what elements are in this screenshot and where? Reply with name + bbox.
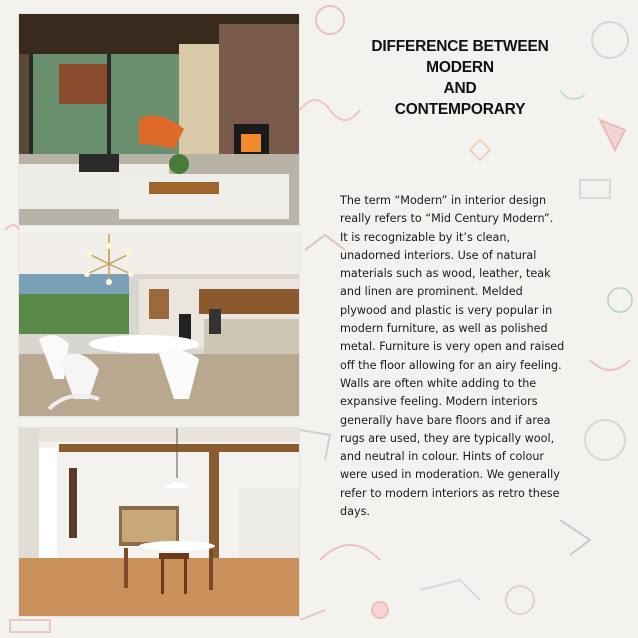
body-line: and linen are prominent. Melded — [340, 285, 523, 299]
body-line: really refers to “Mid Century Modern”. — [340, 212, 554, 226]
body-line: metal. Furniture is very open and raised — [340, 340, 565, 354]
photo-white-dining-room — [19, 428, 299, 616]
body-line: expansive feeling. Modern interiors — [340, 395, 538, 409]
body-line: The term “Modern” in interior design — [340, 194, 547, 207]
title-line: AND — [443, 80, 477, 97]
body-line: days. — [340, 505, 370, 519]
body-line: were used in moderation. We generally — [340, 468, 560, 482]
title-line: DIFFERENCE BETWEEN — [371, 38, 549, 55]
body-paragraph — [340, 192, 595, 521]
page-title — [345, 36, 575, 120]
body-line: generally have bare floors and if area — [340, 413, 551, 427]
body-line: modern furniture, as well as polished — [340, 322, 548, 336]
body-line: refer to modern interiors as retro these — [340, 486, 560, 500]
body-line: rugs are used, they are typically wool, — [340, 431, 555, 445]
body-line: and neutral in colour. Hints of colour — [340, 450, 545, 464]
body-line: It is recognizable by it’s clean, — [340, 230, 511, 244]
body-line: plywood and plastic is very popular in — [340, 303, 553, 317]
photo-living-room — [19, 14, 299, 225]
photo-dining-area — [19, 234, 299, 416]
body-line: off the floor allowing for an airy feeling. — [340, 358, 562, 372]
body-line: Walls are often white adding to the — [340, 376, 537, 390]
title-line: CONTEMPORARY — [394, 101, 526, 118]
title-line: MODERN — [426, 59, 494, 76]
body-line: materials such as wood, leather, teak — [340, 267, 551, 281]
body-line: unadorned interiors. Use of natural — [340, 248, 537, 262]
